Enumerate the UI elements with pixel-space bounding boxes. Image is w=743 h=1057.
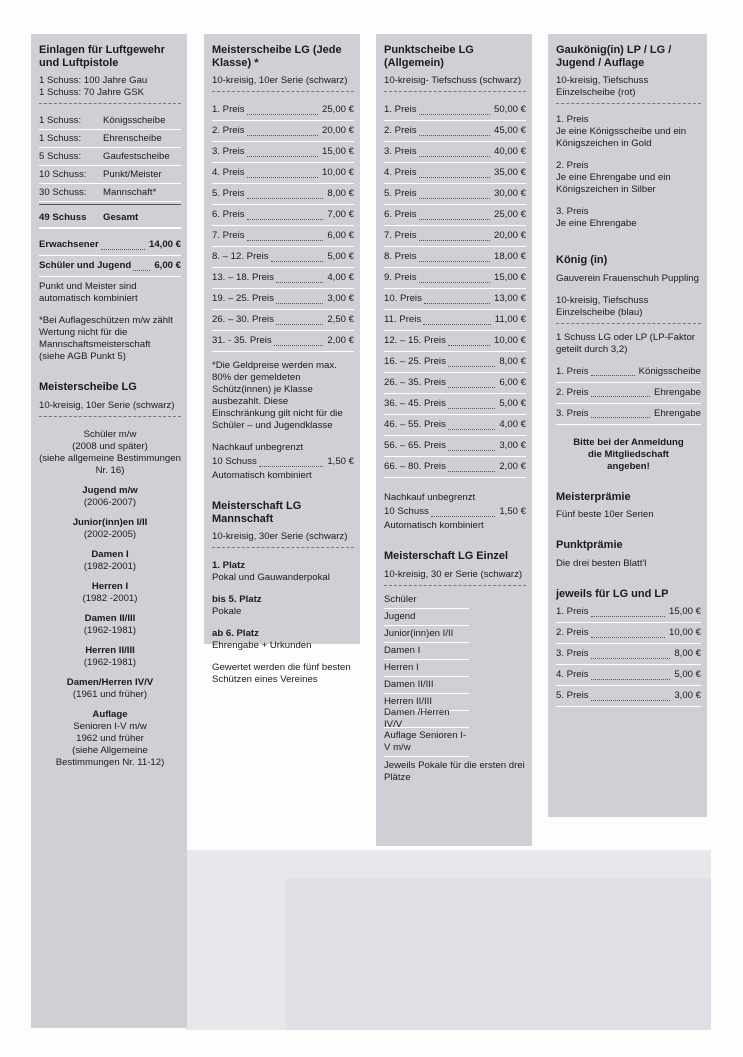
class-group: [39, 613, 181, 637]
prize-label: 5. Preis: [384, 188, 417, 199]
prize-row: [212, 247, 354, 268]
schuss-count: 1 Schuss:: [39, 132, 82, 144]
class-item: Schüler: [384, 592, 469, 609]
einlagen-line: 1 Schuss: 100 Jahre Gau: [39, 75, 148, 86]
schuss-row: [39, 166, 181, 184]
divider: [212, 547, 354, 548]
mannschaft-title: Meisterschaft LG Mannschaft: [212, 500, 302, 525]
prize-value: 40,00 €: [493, 146, 526, 157]
class-detail: 1962 und früher: [76, 732, 144, 744]
prize-value: 25,00 €: [493, 209, 526, 220]
place-item: [212, 594, 354, 618]
dot-leader: [247, 232, 324, 241]
prize-value: 50,00 €: [493, 104, 526, 115]
prize-row: [384, 184, 526, 205]
auflage-class: Auflage Senioren I-V m/w: [384, 728, 469, 757]
dot-leader: [419, 106, 490, 115]
dot-leader: [591, 692, 671, 701]
prize-row: [556, 665, 701, 686]
prize-row: [384, 100, 526, 121]
schuss-count: 30 Schuss:: [39, 186, 87, 198]
prize-value: Ehrengabe: [654, 386, 701, 398]
dot-leader: [424, 295, 490, 304]
prize-row: [384, 247, 526, 268]
price-label: Schüler und Jugend: [39, 260, 132, 271]
dot-leader: [448, 400, 495, 409]
class-detail: (2006-2007): [83, 496, 137, 508]
koenig-schuss: 1 Schuss LG oder LP (LP-Faktor geteilt durch 3,2): [556, 331, 695, 355]
place-desc: Ehrengabe + Urkunden: [212, 640, 312, 651]
divider: [556, 323, 701, 324]
gaukoenig-prize-title: 1. Preis: [556, 114, 589, 125]
prize-label: 66. – 80. Preis: [384, 461, 446, 472]
jeweils-title: jeweils für LG und LP: [556, 587, 669, 600]
class-item: Jugend: [384, 609, 469, 626]
class-groups: [39, 429, 181, 769]
prize-value: 2,00 €: [327, 335, 354, 346]
prize-row: [556, 383, 701, 404]
class-detail: (siehe Allgemeine Bestimmungen Nr. 11-12): [55, 744, 165, 768]
schuss-target: Mannschaft*: [103, 186, 157, 198]
gaukoenig-prize: [556, 114, 701, 150]
place-title: ab 6. Platz: [212, 628, 259, 639]
einzel-title: Meisterschaft LG Einzel: [384, 550, 509, 562]
divider: [384, 585, 526, 586]
class-detail: (1962-1981): [83, 624, 137, 636]
prize-value: 6,00 €: [499, 377, 526, 388]
column-einlagen: [31, 34, 187, 1028]
meisterpraemie-desc: Fünf beste 10er Serien: [556, 509, 654, 520]
einlagen-title: Einlagen für Luftgewehr und Luftpistole: [39, 44, 165, 69]
prize-label: 9. Preis: [384, 272, 417, 283]
class-name: Damen/Herren IV/V: [66, 676, 154, 688]
prize-label: 13. – 18. Preis: [212, 272, 274, 283]
prize-label: 11. Preis: [384, 314, 422, 325]
prize-label: 1. Preis: [556, 365, 589, 377]
prize-label: 46. – 55. Preis: [384, 419, 446, 430]
divider: [39, 416, 181, 417]
prize-row: [384, 457, 526, 478]
prize-label: 56. – 65. Preis: [384, 440, 446, 451]
koenig-verein: Gauverein Frauenschuh Puppling: [556, 272, 699, 284]
prize-value: 5,00 €: [499, 398, 526, 409]
pokal-note: Jeweils Pokale für die ersten drei Plätze: [384, 759, 525, 783]
dot-leader: [419, 190, 490, 199]
nachkauf-row: [384, 504, 526, 520]
class-name: Damen II/III: [84, 612, 136, 624]
gaukoenig-prizes: [556, 114, 701, 230]
prize-row: [556, 644, 701, 665]
punktscheibe-desc: 10-kreisig- Tiefschuss (schwarz): [384, 75, 522, 86]
prize-label: 7. Preis: [384, 230, 417, 241]
dot-leader: [591, 608, 665, 617]
schuss-row: [39, 148, 181, 166]
schuss-count: 5 Schuss:: [39, 150, 82, 162]
prize-row: [384, 163, 526, 184]
total-value: Gesamt: [103, 212, 139, 223]
prize-label: 8. Preis: [384, 251, 417, 262]
schuss-row: [39, 130, 181, 148]
koenig-title: König (in): [556, 254, 608, 266]
class-name: Jugend m/w: [82, 484, 138, 496]
prize-value: 13,00 €: [493, 293, 526, 304]
schuss-target: Königsscheibe: [103, 114, 166, 126]
prize-row: [384, 352, 526, 373]
prize-value: 7,00 €: [327, 209, 354, 220]
note: (siehe AGB Punkt 5): [39, 351, 126, 362]
dot-leader: [423, 316, 491, 325]
dot-leader: [591, 671, 671, 680]
class-group: [39, 677, 181, 701]
koenig-desc: 10-kreisig, Tiefschuss Einzelscheibe (blau): [556, 294, 649, 318]
prize-value: 8,00 €: [674, 648, 701, 659]
prize-row: [384, 226, 526, 247]
prize-value: 8,00 €: [499, 356, 526, 367]
class-group: [39, 645, 181, 669]
divider: [384, 91, 526, 92]
punktpraemie-title: Punktprämie: [556, 539, 623, 551]
dot-leader: [448, 463, 495, 472]
price-youth-row: [39, 256, 181, 277]
background-faded-panel: [186, 850, 711, 1030]
dot-leader: [271, 253, 324, 262]
prize-value: Königsscheibe: [638, 365, 701, 377]
class-item: Damen II/III: [384, 677, 469, 694]
prize-value: 3,00 €: [674, 690, 701, 701]
prize-value: 3,00 €: [327, 293, 354, 304]
dot-leader: [591, 650, 671, 659]
class-detail: (2002-2005): [83, 528, 137, 540]
dot-leader: [448, 358, 495, 367]
dot-leader: [419, 148, 490, 157]
prize-value: 4,00 €: [327, 272, 354, 283]
total-row: [39, 209, 181, 229]
prize-label: 26. – 30. Preis: [212, 314, 274, 325]
prize-value: 10,00 €: [668, 627, 701, 638]
dot-leader: [247, 211, 324, 220]
place-desc: Pokal und Gauwanderpokal: [212, 572, 330, 583]
gaukoenig-prize-title: 2. Preis: [556, 160, 589, 171]
prize-row: [556, 623, 701, 644]
class-item: Herren I: [384, 660, 469, 677]
koenig-prizes: [556, 362, 701, 425]
class-detail: (siehe allgemeine Bestimmungen Nr. 16): [39, 452, 181, 476]
class-detail: (1982 -2001): [82, 592, 138, 604]
dot-leader: [247, 169, 318, 178]
class-group: [39, 549, 181, 573]
prize-value: 11,00 €: [494, 314, 526, 325]
prize-row: [212, 142, 354, 163]
prize-label: 4. Preis: [212, 167, 245, 178]
places-list: [212, 560, 354, 652]
gaukoenig-prize: [556, 160, 701, 196]
prize-row: [384, 436, 526, 457]
dot-leader: [419, 127, 490, 136]
class-name: Schüler m/w: [83, 428, 137, 440]
meisterpraemie-title: Meisterprämie: [556, 490, 631, 503]
prize-label: 1. Preis: [556, 606, 589, 617]
meisterscheibe-klasse-title: Meisterscheibe LG (Jede Klasse) *: [212, 44, 342, 69]
prize-label: 4. Preis: [556, 669, 589, 680]
prize-label: 3. Preis: [556, 648, 589, 659]
prize-label: 7. Preis: [212, 230, 245, 241]
column-meisterscheibe: [204, 34, 360, 685]
schuss-target: Ehrenscheibe: [103, 132, 162, 144]
prize-value: 4,00 €: [499, 419, 526, 430]
meisterscheibe-desc: 10-kreisig, 10er Serie (schwarz): [39, 399, 175, 411]
dot-leader: [247, 148, 318, 157]
price-adult-row: [39, 235, 181, 256]
prize-value: 6,00 €: [327, 230, 354, 241]
class-name: Junior(inn)en I/II: [72, 516, 148, 528]
prize-list: [384, 100, 526, 478]
place-title: bis 5. Platz: [212, 594, 262, 605]
mannschaft-note: Gewertet werden die fünf besten Schützen eines Vereines: [212, 662, 351, 685]
prize-row: [212, 100, 354, 121]
class-group: [39, 709, 181, 769]
prize-row: [384, 268, 526, 289]
schuss-row: [39, 184, 181, 202]
dot-leader: [419, 253, 490, 262]
price-value: 6,00 €: [154, 260, 181, 271]
prize-row: [212, 268, 354, 289]
prize-label: 6. Preis: [212, 209, 245, 220]
jeweils-prizes: [556, 602, 701, 707]
class-detail: (1962-1981): [83, 656, 137, 668]
prize-label: 31. - 35. Preis: [212, 335, 272, 346]
mitgliedschaft-notice: Bitte bei der Anmeldung die Mitgliedschaft angeben!: [573, 436, 684, 472]
prize-label: 8. – 12. Preis: [212, 251, 269, 262]
dot-leader: [276, 295, 323, 304]
schuss-list: [39, 112, 181, 202]
class-detail: (1961 und früher): [72, 688, 148, 700]
prize-value: 2,50 €: [327, 314, 354, 325]
class-name: Damen I: [91, 548, 129, 560]
meisterscheibe-klasse-desc: 10-kreisig, 10er Serie (schwarz): [212, 75, 348, 86]
background-faded-inner: [286, 878, 711, 1030]
einzel-desc: 10-kreisig, 30 er Serie (schwarz): [384, 568, 523, 580]
dot-leader: [276, 316, 323, 325]
prize-value: 20,00 €: [321, 125, 354, 136]
dot-leader: [448, 442, 495, 451]
prize-value: 20,00 €: [493, 230, 526, 241]
prize-row: [384, 205, 526, 226]
nachkauf-key: 10 Schuss: [212, 456, 257, 467]
prize-label: 3. Preis: [212, 146, 245, 157]
prize-value: 8,00 €: [327, 188, 354, 199]
gaukoenig-prize-desc: Je eine Ehrengabe und ein Königszeichen in Silber: [556, 172, 671, 195]
prize-row: [212, 226, 354, 247]
class-group: [39, 581, 181, 605]
divider: [556, 103, 701, 104]
column-gaukoenig: [548, 34, 707, 817]
dot-leader: [591, 629, 665, 638]
prize-label: 3. Preis: [556, 407, 589, 419]
prize-label: 3. Preis: [384, 146, 417, 157]
note: *Bei Auflageschützen m/w zählt Wertung nicht für die Mannschaftsmeisterschaft: [39, 315, 173, 350]
prize-row: [556, 404, 701, 425]
prize-label: 1. Preis: [212, 104, 245, 115]
prize-label: 26. – 35. Preis: [384, 377, 446, 388]
prize-note: *Die Geldpreise werden max. 80% der gemeldeten Schütz(innen) je Klasse ausbezahlt. Diese Einschränkung gilt nicht für die Schüler – und Jugendklasse: [212, 360, 343, 431]
dot-leader: [274, 337, 324, 346]
dot-leader: [591, 409, 651, 418]
class-detail: (1982-2001): [83, 560, 137, 572]
punktscheibe-title: Punktscheibe LG (Allgemein): [384, 44, 474, 69]
class-list: [384, 592, 526, 728]
total-key: 49 Schuss: [39, 212, 87, 223]
prize-row: [384, 142, 526, 163]
class-group: [39, 429, 181, 477]
dot-leader: [419, 169, 490, 178]
prize-row: [556, 362, 701, 383]
gaukoenig-prize: [556, 206, 701, 230]
prize-row: [384, 331, 526, 352]
auto-note: Automatisch kombiniert: [384, 520, 484, 531]
prize-value: 18,00 €: [493, 251, 526, 262]
nachkauf-label: Nachkauf unbegrenzt: [384, 492, 476, 503]
prize-row: [384, 121, 526, 142]
dot-leader: [419, 274, 490, 283]
gaukoenig-prize-desc: Je eine Ehrengabe: [556, 218, 637, 229]
price-value: 14,00 €: [148, 239, 181, 250]
punktpraemie-desc: Die drei besten Blatt'l: [556, 557, 647, 569]
class-name: Auflage: [92, 708, 128, 720]
nachkauf-key: 10 Schuss: [384, 506, 429, 517]
prize-label: 4. Preis: [384, 167, 417, 178]
schuss-count: 1 Schuss:: [39, 114, 82, 126]
mannschaft-desc: 10-kreisig, 30er Serie (schwarz): [212, 531, 348, 542]
prize-value: 45,00 €: [493, 125, 526, 136]
prize-value: 15,00 €: [668, 606, 701, 617]
class-name: Herren I: [91, 580, 129, 592]
dot-leader: [591, 367, 635, 376]
gaukoenig-title: Gaukönig(in) LP / LG / Jugend / Auflage: [556, 44, 672, 69]
prize-row: [212, 163, 354, 184]
dot-leader: [448, 421, 495, 430]
gaukoenig-desc: 10-kreisig, Tiefschuss Einzelscheibe (rot): [556, 75, 649, 98]
prize-label: 10. Preis: [384, 293, 422, 304]
meisterscheibe-title: Meisterscheibe LG: [39, 381, 137, 393]
prize-row: [212, 310, 354, 331]
prize-row: [212, 121, 354, 142]
prize-row: [384, 289, 526, 310]
schuss-count: 10 Schuss:: [39, 168, 87, 180]
prize-value: 10,00 €: [321, 167, 354, 178]
class-item: Damen /Herren IV/V: [384, 711, 469, 728]
prize-label: 2. Preis: [212, 125, 245, 136]
class-item: Junior(inn)en I/II: [384, 626, 469, 643]
dot-leader: [448, 337, 490, 346]
class-group: [39, 517, 181, 541]
class-item: Herren II/III: [384, 694, 469, 711]
prize-label: 2. Preis: [384, 125, 417, 136]
prize-row: [556, 686, 701, 707]
nachkauf-value: 1,50 €: [327, 456, 354, 467]
dot-leader: [419, 211, 490, 220]
prize-value: 5,00 €: [327, 251, 354, 262]
prize-row: [212, 289, 354, 310]
prize-value: 5,00 €: [674, 669, 701, 680]
prize-label: 5. Preis: [212, 188, 245, 199]
class-detail: Senioren I-V m/w: [73, 720, 147, 732]
price-label: Erwachsener: [39, 239, 99, 250]
dot-leader: [276, 274, 323, 283]
prize-list: [212, 100, 354, 352]
prize-label: 12. – 15. Preis: [384, 335, 446, 346]
prize-value: 25,00 €: [321, 104, 354, 115]
prize-row: [212, 184, 354, 205]
prize-label: 6. Preis: [384, 209, 417, 220]
prize-value: 2,00 €: [499, 461, 526, 472]
place-item: [212, 560, 354, 584]
dot-leader: [247, 106, 318, 115]
auto-note: Automatisch kombiniert: [212, 470, 312, 481]
prize-label: 19. – 25. Preis: [212, 293, 274, 304]
prize-label: 36. – 45. Preis: [384, 398, 446, 409]
prize-value: 15,00 €: [321, 146, 354, 157]
note: Punkt und Meister sind automatisch kombiniert: [39, 281, 138, 304]
prize-value: Ehrengabe: [654, 407, 701, 419]
place-desc: Pokale: [212, 606, 242, 617]
schuss-row: [39, 112, 181, 130]
prize-label: 5. Preis: [556, 690, 589, 701]
dot-leader: [247, 127, 318, 136]
dot-leader: [591, 388, 651, 397]
divider: [39, 103, 181, 104]
prize-row: [212, 205, 354, 226]
prize-value: 10,00 €: [493, 335, 526, 346]
einlagen-line: 1 Schuss: 70 Jahre GSK: [39, 87, 145, 98]
prize-value: 30,00 €: [493, 188, 526, 199]
dot-leader: [247, 190, 324, 199]
divider: [39, 204, 181, 205]
prize-value: 35,00 €: [493, 167, 526, 178]
schuss-target: Gaufestscheibe: [103, 150, 170, 162]
schuss-target: Punkt/Meister: [103, 168, 162, 180]
dot-leader: [419, 232, 490, 241]
class-name: Herren II/III: [85, 644, 135, 656]
place-title: 1. Platz: [212, 560, 246, 571]
prize-row: [384, 373, 526, 394]
prize-value: 3,00 €: [499, 440, 526, 451]
class-item: Damen I: [384, 643, 469, 660]
prize-row: [384, 310, 526, 331]
prize-label: 2. Preis: [556, 386, 589, 398]
place-item: [212, 628, 354, 652]
prize-value: 15,00 €: [493, 272, 526, 283]
class-detail: (2008 und später): [72, 440, 148, 452]
nachkauf-label: Nachkauf unbegrenzt: [212, 442, 304, 453]
gaukoenig-prize-title: 3. Preis: [556, 206, 589, 217]
gaukoenig-prize-desc: Je eine Königsscheibe und ein Königszeichen in Gold: [556, 126, 687, 149]
nachkauf-row: [212, 454, 354, 470]
prize-row: [556, 602, 701, 623]
prize-row: [212, 331, 354, 352]
prize-label: 1. Preis: [384, 104, 417, 115]
prize-label: 16. – 25. Preis: [384, 356, 446, 367]
prize-row: [384, 394, 526, 415]
column-punktscheibe: [376, 34, 532, 846]
prize-row: [384, 415, 526, 436]
prize-label: 2. Preis: [556, 627, 589, 638]
nachkauf-value: 1,50 €: [499, 506, 526, 517]
divider: [212, 91, 354, 92]
class-group: [39, 485, 181, 509]
dot-leader: [448, 379, 495, 388]
